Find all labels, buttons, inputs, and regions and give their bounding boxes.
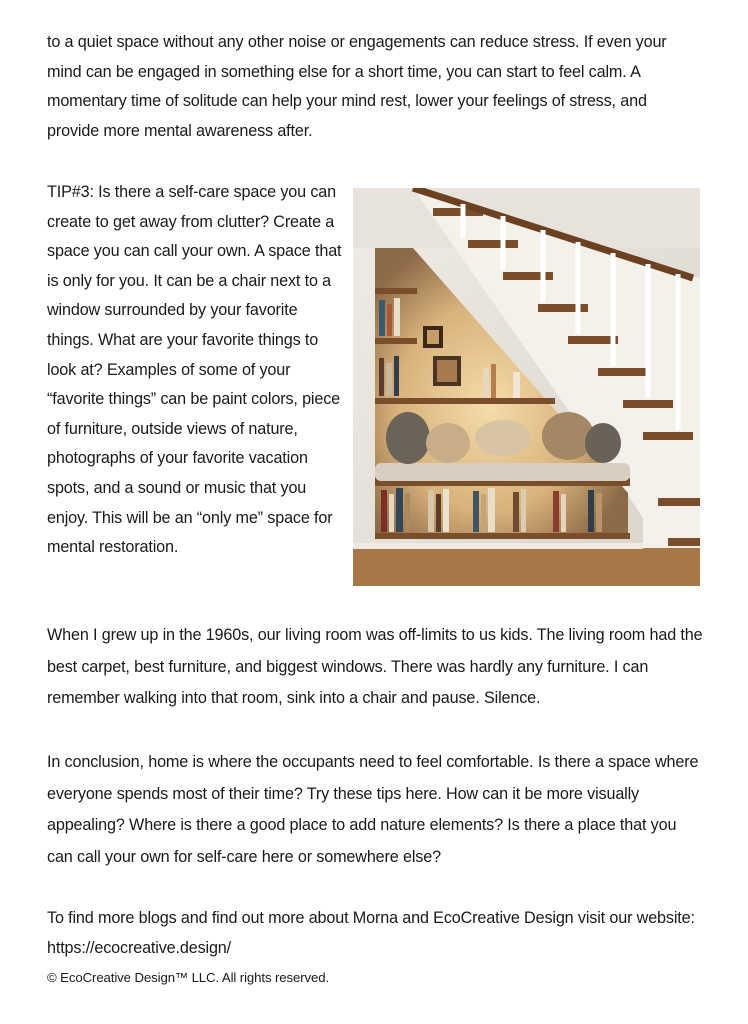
blog-paragraph <box>47 904 703 963</box>
reading-nook-photo <box>353 188 700 586</box>
website-link[interactable]: https://ecocreative.design/ <box>47 938 232 957</box>
intro-paragraph: to a quiet space without any other noise or engagements can reduce stress. If even your mind can be engaged in something else for a short time, you can start to feel calm. A momentary time of solitude can help your mind rest, lower your feelings of stress, and provide more mental awareness after. <box>47 33 667 140</box>
blog-text: To find more blogs and find out more about Morna and EcoCreative Design visit our website: <box>47 909 695 927</box>
reading-nook-under-stairs-photo <box>353 188 700 586</box>
memory-paragraph: When I grew up in the 1960s, our living room was off-limits to us kids. The living room had the best carpet, best furniture, and biggest windows. There was hardly any furniture. I can remember walking into that room, sink into a chair and pause. Silence. <box>47 626 703 707</box>
copyright-notice: © EcoCreative Design™ LLC. All rights reserved. <box>47 970 330 985</box>
tip3-body: Is there a self-care space you can create to get away from clutter? Create a space you can call your own. A space that is only for you. It can be a chair next to a window surrounded by your favorite things. What are your favorite things to look at? Examples of some of your “favorite things” can be paint colors, piece of furniture, outside views of nature, photographs of your favorite vacation spots, and a sound or music that you enjoy. This will be an “only me” space for mental restoration. <box>47 183 342 557</box>
conclusion-paragraph: In conclusion, home is where the occupants need to feel comfortable. Is there a space where everyone spends most of their time? Try these tips here. How can it be more visually appealing? Where is there a good place to add nature elements? Is there a place that you can call your own for self-care here or somewhere else? <box>47 753 699 866</box>
tip3-paragraph <box>47 178 347 563</box>
tip3-label: TIP#3: <box>47 183 94 201</box>
